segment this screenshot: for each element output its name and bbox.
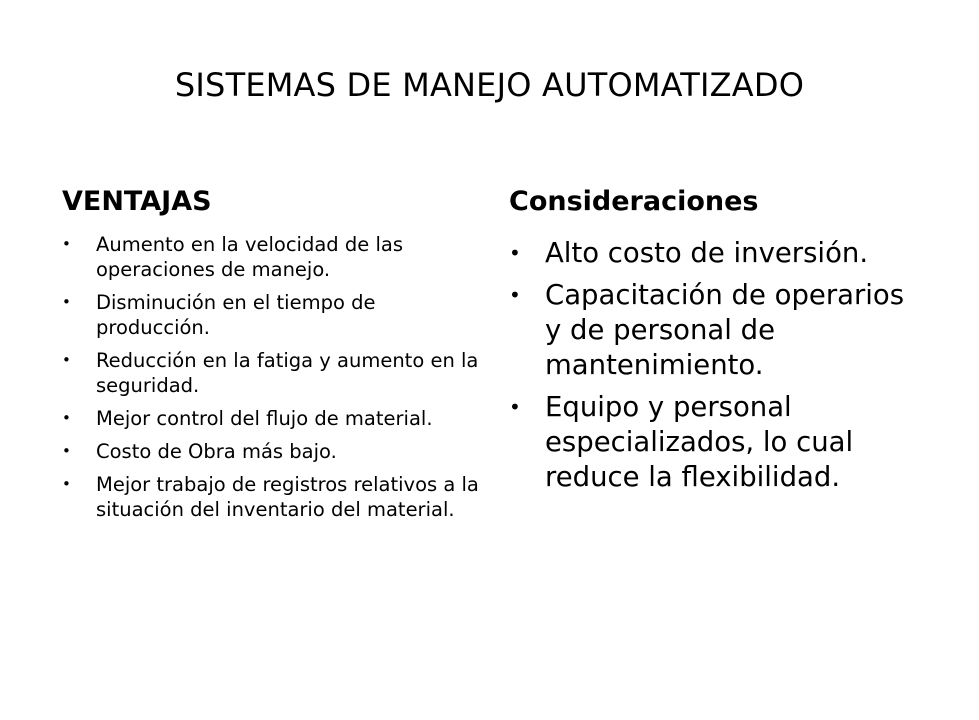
- list-item: [62, 232, 482, 282]
- list-item: [509, 278, 919, 383]
- list-item: [62, 290, 482, 340]
- bullet-icon: •: [62, 409, 71, 427]
- ventajas-list: [62, 232, 482, 530]
- list-item: [62, 348, 482, 398]
- consideraciones-heading: Consideraciones: [509, 186, 759, 217]
- bullet-icon: •: [62, 351, 71, 369]
- bullet-icon: •: [62, 442, 71, 460]
- list-item-text: Aumento en la velocidad de las operaciones de manejo.: [96, 233, 403, 281]
- list-item-text: Costo de Obra más bajo.: [96, 440, 337, 463]
- list-item-text: Mejor control del flujo de material.: [96, 407, 433, 430]
- bullet-icon: •: [509, 241, 521, 265]
- consideraciones-list: [509, 236, 919, 502]
- bullet-icon: •: [62, 235, 71, 253]
- list-item: [62, 406, 482, 431]
- list-item: [509, 236, 919, 271]
- bullet-icon: •: [62, 293, 71, 311]
- list-item-text: Mejor trabajo de registros relativos a la situación del inventario del material.: [96, 473, 479, 521]
- bullet-icon: •: [62, 475, 71, 493]
- list-item-text: Capacitación de operarios y de personal de mantenimiento.: [545, 279, 905, 381]
- bullet-icon: •: [509, 283, 521, 307]
- ventajas-heading: VENTAJAS: [62, 186, 212, 217]
- list-item: [62, 472, 482, 522]
- list-item: [62, 439, 482, 464]
- list-item-text: Disminución en el tiempo de producción.: [96, 291, 376, 339]
- list-item: [509, 390, 919, 495]
- bullet-icon: •: [509, 395, 521, 419]
- list-item-text: Alto costo de inversión.: [545, 237, 869, 269]
- list-item-text: Equipo y personal especializados, lo cual reduce la flexibilidad.: [545, 391, 854, 493]
- list-item-text: Reducción en la fatiga y aumento en la seguridad.: [96, 349, 479, 397]
- slide-title: SISTEMAS DE MANEJO AUTOMATIZADO: [174, 66, 805, 104]
